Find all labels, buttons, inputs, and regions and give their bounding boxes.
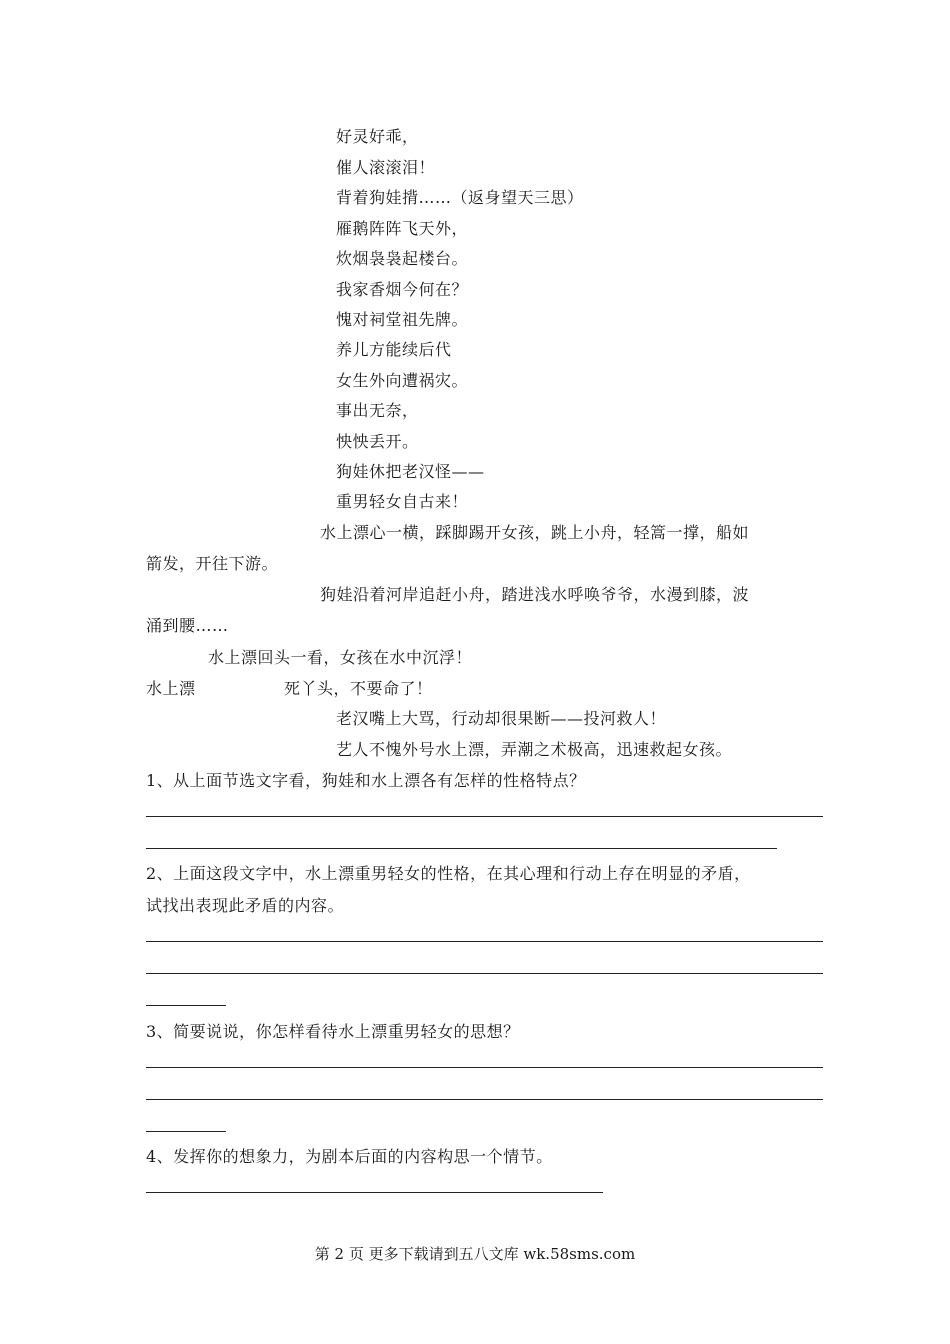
narration-paragraph: 水上漂心一横，踩脚踢开女孩，跳上小舟，轻篙一撑，船如: [320, 523, 750, 542]
question-3: 3、简要说说，你怎样看待水上漂重男轻女的思想？: [146, 1022, 520, 1041]
answer-line[interactable]: [146, 848, 777, 849]
verse-line: 我家香烟今何在？: [336, 280, 469, 299]
answer-line[interactable]: [146, 1099, 823, 1100]
verse-line: 事出无奈，: [336, 401, 419, 420]
verse-line: 催人滚滚泪！: [336, 158, 436, 177]
verse-line: 狗娃休把老汉怪——: [336, 462, 485, 481]
answer-line[interactable]: [146, 941, 823, 942]
verse-line: 养儿方能续后代: [336, 340, 452, 359]
question-4: 4、发挥你的想象力，为剧本后面的内容构思一个情节。: [146, 1147, 553, 1166]
answer-line[interactable]: [146, 1067, 823, 1068]
narration-paragraph: 涌到腰……: [146, 616, 229, 635]
question-2-cont: 试找出表现此矛盾的内容。: [146, 896, 345, 915]
answer-line[interactable]: [146, 816, 823, 817]
verse-line: 女生外向遭祸灾。: [336, 371, 469, 390]
question-2: 2、上面这段文字中，水上漂重男轻女的性格，在其心理和行动上存在明显的矛盾，: [146, 864, 751, 883]
speaker-line: 死丫头，不要命了！: [284, 679, 433, 698]
narration-paragraph: 狗娃沿着河岸追赶小舟，踏进浅水呼唤爷爷，水漫到膝，波: [320, 585, 750, 604]
verse-line: 雁鹅阵阵飞天外，: [336, 219, 469, 238]
answer-line[interactable]: [146, 973, 823, 974]
verse-line: 怏怏丢开。: [336, 432, 419, 451]
answer-line[interactable]: [146, 1131, 226, 1132]
speaker-name: 水上漂: [146, 679, 196, 698]
answer-line[interactable]: [146, 1192, 603, 1193]
narration-paragraph: 水上漂回头一看，女孩在水中沉浮！: [208, 648, 473, 667]
verse-line: 背着狗娃揹……（返身望天三思）: [336, 188, 584, 207]
narration-paragraph: 箭发，开往下游。: [146, 554, 279, 573]
answer-line[interactable]: [146, 1005, 226, 1006]
question-1: 1、从上面节选文字看，狗娃和水上漂各有怎样的性格特点？: [146, 771, 586, 790]
verse-line: 炊烟袅袅起楼台。: [336, 249, 469, 268]
verse-line: 好灵好乖，: [336, 127, 419, 146]
narration-paragraph: 艺人不愧外号水上漂，弄潮之术极高，迅速救起女孩。: [336, 740, 733, 759]
verse-line: 重男轻女自古来！: [336, 492, 469, 511]
verse-line: 愧对祠堂祖先牌。: [336, 310, 469, 329]
narration-paragraph: 老汉嘴上大骂，行动却很果断——投河救人！: [336, 709, 667, 728]
page-footer: 第 2 页 更多下载请到五八文库 wk.58sms.com: [314, 1245, 636, 1263]
